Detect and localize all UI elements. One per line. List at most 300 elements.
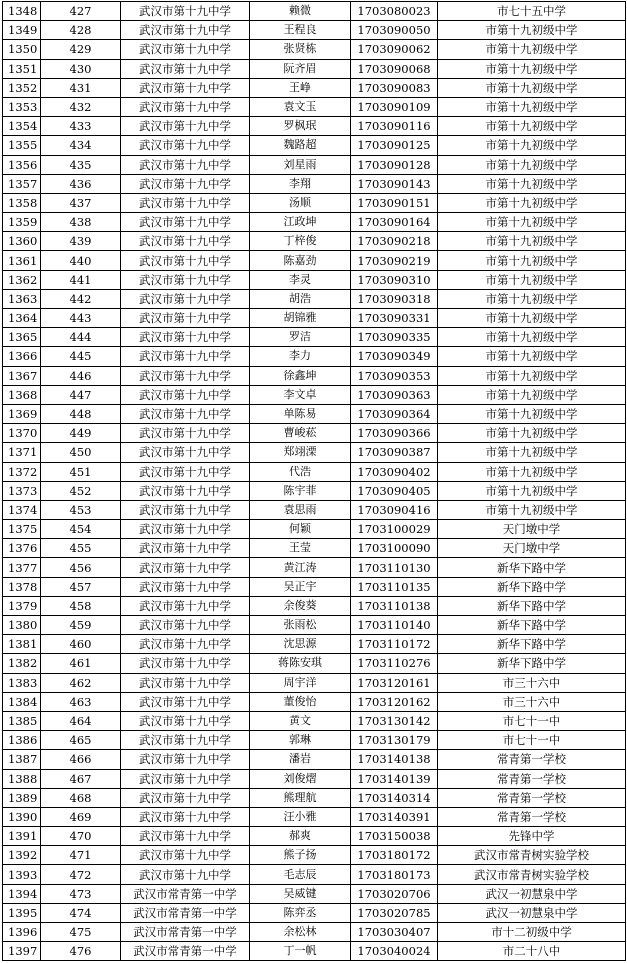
serial-cell: 1371 xyxy=(3,443,41,462)
table-body xyxy=(3,2,626,961)
admit-school-cell: 武汉市第十九中学 xyxy=(121,731,250,750)
serial-cell: 1349 xyxy=(3,21,41,40)
student-name-cell: 李文卓 xyxy=(250,385,351,404)
graduate-school-cell: 市第十九初级中学 xyxy=(438,289,626,308)
student-name-cell: 董俊怡 xyxy=(250,692,351,711)
student-name-cell: 何颖 xyxy=(250,520,351,539)
student-name-cell: 袁文玉 xyxy=(250,97,351,116)
school-seq-cell: 454 xyxy=(41,520,121,539)
table-row xyxy=(3,520,626,539)
school-seq-cell: 474 xyxy=(41,903,121,922)
admit-school-cell: 武汉市第十九中学 xyxy=(121,481,250,500)
admit-school-cell: 武汉市第十九中学 xyxy=(121,443,250,462)
school-seq-cell: 456 xyxy=(41,558,121,577)
student-name-cell: 李力 xyxy=(250,347,351,366)
school-seq-cell: 437 xyxy=(41,193,121,212)
graduate-school-cell: 市第十九初级中学 xyxy=(438,309,626,328)
exam-number-cell: 1703090116 xyxy=(351,117,438,136)
student-name-cell: 李灵 xyxy=(250,270,351,289)
school-seq-cell: 475 xyxy=(41,923,121,942)
serial-cell: 1358 xyxy=(3,193,41,212)
serial-cell: 1354 xyxy=(3,117,41,136)
table-row xyxy=(3,232,626,251)
admit-school-cell: 武汉市第十九中学 xyxy=(121,328,250,347)
table-row xyxy=(3,40,626,59)
graduate-school-cell: 新华下路中学 xyxy=(438,577,626,596)
exam-number-cell: 1703090143 xyxy=(351,174,438,193)
admit-school-cell: 武汉市第十九中学 xyxy=(121,270,250,289)
student-name-cell: 王峥 xyxy=(250,78,351,97)
serial-cell: 1375 xyxy=(3,520,41,539)
table-row xyxy=(3,309,626,328)
school-seq-cell: 460 xyxy=(41,635,121,654)
school-seq-cell: 450 xyxy=(41,443,121,462)
serial-cell: 1376 xyxy=(3,539,41,558)
graduate-school-cell: 武汉市常青树实验学校 xyxy=(438,846,626,865)
graduate-school-cell: 市第十九初级中学 xyxy=(438,136,626,155)
table-row xyxy=(3,846,626,865)
admit-school-cell: 武汉市第十九中学 xyxy=(121,827,250,846)
serial-cell: 1355 xyxy=(3,136,41,155)
admit-school-cell: 武汉市第十九中学 xyxy=(121,59,250,78)
admit-school-cell: 武汉市第十九中学 xyxy=(121,654,250,673)
graduate-school-cell: 市三十六中 xyxy=(438,673,626,692)
serial-cell: 1359 xyxy=(3,213,41,232)
admit-school-cell: 武汉市第十九中学 xyxy=(121,385,250,404)
table-row xyxy=(3,78,626,97)
graduate-school-cell: 市第十九初级中学 xyxy=(438,232,626,251)
graduate-school-cell: 市第十九初级中学 xyxy=(438,347,626,366)
exam-number-cell: 1703090164 xyxy=(351,213,438,232)
student-name-cell: 郭琳 xyxy=(250,731,351,750)
serial-cell: 1381 xyxy=(3,635,41,654)
school-seq-cell: 469 xyxy=(41,807,121,826)
school-seq-cell: 442 xyxy=(41,289,121,308)
exam-number-cell: 1703090318 xyxy=(351,289,438,308)
school-seq-cell: 445 xyxy=(41,347,121,366)
student-name-cell: 张雨松 xyxy=(250,616,351,635)
serial-cell: 1374 xyxy=(3,500,41,519)
admit-school-cell: 武汉市第十九中学 xyxy=(121,596,250,615)
graduate-school-cell: 市第十九初级中学 xyxy=(438,500,626,519)
graduate-school-cell: 市第十九初级中学 xyxy=(438,21,626,40)
student-name-cell: 王莹 xyxy=(250,539,351,558)
exam-number-cell: 1703140391 xyxy=(351,807,438,826)
serial-cell: 1390 xyxy=(3,807,41,826)
exam-number-cell: 1703090364 xyxy=(351,404,438,423)
serial-cell: 1397 xyxy=(3,942,41,961)
table-row xyxy=(3,903,626,922)
student-name-cell: 郑翊溧 xyxy=(250,443,351,462)
school-seq-cell: 451 xyxy=(41,462,121,481)
admit-school-cell: 武汉市第十九中学 xyxy=(121,424,250,443)
exam-number-cell: 1703080023 xyxy=(351,2,438,21)
graduate-school-cell: 市第十九初级中学 xyxy=(438,40,626,59)
school-seq-cell: 429 xyxy=(41,40,121,59)
graduate-school-cell: 武汉市常青树实验学校 xyxy=(438,865,626,884)
exam-number-cell: 1703110276 xyxy=(351,654,438,673)
serial-cell: 1368 xyxy=(3,385,41,404)
school-seq-cell: 435 xyxy=(41,155,121,174)
admit-school-cell: 武汉市第十九中学 xyxy=(121,251,250,270)
serial-cell: 1353 xyxy=(3,97,41,116)
graduate-school-cell: 市第十九初级中学 xyxy=(438,328,626,347)
graduate-school-cell: 天门墩中学 xyxy=(438,539,626,558)
exam-number-cell: 1703140138 xyxy=(351,750,438,769)
school-seq-cell: 459 xyxy=(41,616,121,635)
graduate-school-cell: 常青第一学校 xyxy=(438,750,626,769)
serial-cell: 1393 xyxy=(3,865,41,884)
exam-number-cell: 1703040024 xyxy=(351,942,438,961)
graduate-school-cell: 新华下路中学 xyxy=(438,596,626,615)
exam-number-cell: 1703020706 xyxy=(351,884,438,903)
admit-school-cell: 武汉市常青第一中学 xyxy=(121,923,250,942)
graduate-school-cell: 市第十九初级中学 xyxy=(438,251,626,270)
student-name-cell: 张贤栋 xyxy=(250,40,351,59)
table-row xyxy=(3,616,626,635)
serial-cell: 1363 xyxy=(3,289,41,308)
exam-number-cell: 1703090366 xyxy=(351,424,438,443)
admit-school-cell: 武汉市第十九中学 xyxy=(121,404,250,423)
table-row xyxy=(3,865,626,884)
student-name-cell: 赖微 xyxy=(250,2,351,21)
student-name-cell: 单陈易 xyxy=(250,404,351,423)
exam-number-cell: 1703090151 xyxy=(351,193,438,212)
exam-number-cell: 1703090050 xyxy=(351,21,438,40)
school-seq-cell: 461 xyxy=(41,654,121,673)
graduate-school-cell: 新华下路中学 xyxy=(438,654,626,673)
exam-number-cell: 1703180173 xyxy=(351,865,438,884)
admit-school-cell: 武汉市第十九中学 xyxy=(121,366,250,385)
student-name-cell: 陈嘉劲 xyxy=(250,251,351,270)
graduate-school-cell: 新华下路中学 xyxy=(438,616,626,635)
table-row xyxy=(3,251,626,270)
table-row xyxy=(3,673,626,692)
exam-number-cell: 1703090125 xyxy=(351,136,438,155)
student-name-cell: 沈思源 xyxy=(250,635,351,654)
serial-cell: 1367 xyxy=(3,366,41,385)
table-row xyxy=(3,424,626,443)
serial-cell: 1369 xyxy=(3,404,41,423)
table-row xyxy=(3,366,626,385)
graduate-school-cell: 武汉一初慧泉中学 xyxy=(438,884,626,903)
student-name-cell: 毛志辰 xyxy=(250,865,351,884)
exam-number-cell: 1703140314 xyxy=(351,788,438,807)
admit-school-cell: 武汉市第十九中学 xyxy=(121,673,250,692)
admit-school-cell: 武汉市第十九中学 xyxy=(121,213,250,232)
graduate-school-cell: 新华下路中学 xyxy=(438,558,626,577)
student-name-cell: 熊子扬 xyxy=(250,846,351,865)
table-row xyxy=(3,404,626,423)
exam-number-cell: 1703110135 xyxy=(351,577,438,596)
school-seq-cell: 453 xyxy=(41,500,121,519)
exam-number-cell: 1703090405 xyxy=(351,481,438,500)
serial-cell: 1373 xyxy=(3,481,41,500)
student-name-cell: 黄江涛 xyxy=(250,558,351,577)
admit-school-cell: 武汉市第十九中学 xyxy=(121,846,250,865)
admit-school-cell: 武汉市第十九中学 xyxy=(121,807,250,826)
table-row xyxy=(3,443,626,462)
exam-number-cell: 1703130142 xyxy=(351,711,438,730)
school-seq-cell: 473 xyxy=(41,884,121,903)
table-row xyxy=(3,117,626,136)
admit-school-cell: 武汉市第十九中学 xyxy=(121,40,250,59)
student-name-cell: 陈弈丞 xyxy=(250,903,351,922)
table-row xyxy=(3,328,626,347)
graduate-school-cell: 市第十九初级中学 xyxy=(438,213,626,232)
exam-number-cell: 1703090310 xyxy=(351,270,438,289)
exam-number-cell: 1703090218 xyxy=(351,232,438,251)
serial-cell: 1370 xyxy=(3,424,41,443)
graduate-school-cell: 市七十五中学 xyxy=(438,2,626,21)
admission-list-table xyxy=(2,1,626,961)
exam-number-cell: 1703030407 xyxy=(351,923,438,942)
exam-number-cell: 1703020785 xyxy=(351,903,438,922)
serial-cell: 1352 xyxy=(3,78,41,97)
graduate-school-cell: 市七十一中 xyxy=(438,711,626,730)
school-seq-cell: 433 xyxy=(41,117,121,136)
student-name-cell: 代浩 xyxy=(250,462,351,481)
student-name-cell: 黄文 xyxy=(250,711,351,730)
student-name-cell: 汪小雅 xyxy=(250,807,351,826)
exam-number-cell: 1703090387 xyxy=(351,443,438,462)
serial-cell: 1378 xyxy=(3,577,41,596)
exam-number-cell: 1703110172 xyxy=(351,635,438,654)
graduate-school-cell: 新华下路中学 xyxy=(438,635,626,654)
table-row xyxy=(3,923,626,942)
student-name-cell: 蒋陈安琪 xyxy=(250,654,351,673)
serial-cell: 1380 xyxy=(3,616,41,635)
graduate-school-cell: 市第十九初级中学 xyxy=(438,385,626,404)
serial-cell: 1385 xyxy=(3,711,41,730)
student-name-cell: 吴威键 xyxy=(250,884,351,903)
student-name-cell: 李翔 xyxy=(250,174,351,193)
table-row xyxy=(3,942,626,961)
graduate-school-cell: 市第十九初级中学 xyxy=(438,481,626,500)
school-seq-cell: 462 xyxy=(41,673,121,692)
exam-number-cell: 1703090068 xyxy=(351,59,438,78)
school-seq-cell: 471 xyxy=(41,846,121,865)
graduate-school-cell: 市第十九初级中学 xyxy=(438,78,626,97)
graduate-school-cell: 常青第一学校 xyxy=(438,807,626,826)
graduate-school-cell: 市第十九初级中学 xyxy=(438,270,626,289)
school-seq-cell: 463 xyxy=(41,692,121,711)
admit-school-cell: 武汉市第十九中学 xyxy=(121,769,250,788)
student-name-cell: 徐鑫坤 xyxy=(250,366,351,385)
serial-cell: 1388 xyxy=(3,769,41,788)
student-name-cell: 周宇洋 xyxy=(250,673,351,692)
admit-school-cell: 武汉市第十九中学 xyxy=(121,750,250,769)
serial-cell: 1387 xyxy=(3,750,41,769)
graduate-school-cell: 市第十九初级中学 xyxy=(438,97,626,116)
serial-cell: 1364 xyxy=(3,309,41,328)
school-seq-cell: 443 xyxy=(41,309,121,328)
student-name-cell: 袁思雨 xyxy=(250,500,351,519)
admit-school-cell: 武汉市第十九中学 xyxy=(121,155,250,174)
student-name-cell: 刘星雨 xyxy=(250,155,351,174)
serial-cell: 1395 xyxy=(3,903,41,922)
graduate-school-cell: 市第十九初级中学 xyxy=(438,59,626,78)
serial-cell: 1348 xyxy=(3,2,41,21)
admit-school-cell: 武汉市第十九中学 xyxy=(121,711,250,730)
exam-number-cell: 1703100090 xyxy=(351,539,438,558)
school-seq-cell: 476 xyxy=(41,942,121,961)
school-seq-cell: 434 xyxy=(41,136,121,155)
table-row xyxy=(3,462,626,481)
admit-school-cell: 武汉市第十九中学 xyxy=(121,78,250,97)
serial-cell: 1379 xyxy=(3,596,41,615)
admit-school-cell: 武汉市第十九中学 xyxy=(121,558,250,577)
student-name-cell: 刘俊熠 xyxy=(250,769,351,788)
exam-number-cell: 1703120162 xyxy=(351,692,438,711)
graduate-school-cell: 市七十一中 xyxy=(438,731,626,750)
student-name-cell: 郝爽 xyxy=(250,827,351,846)
table-row xyxy=(3,577,626,596)
table-row xyxy=(3,155,626,174)
admit-school-cell: 武汉市第十九中学 xyxy=(121,692,250,711)
serial-cell: 1350 xyxy=(3,40,41,59)
serial-cell: 1366 xyxy=(3,347,41,366)
serial-cell: 1394 xyxy=(3,884,41,903)
table-row xyxy=(3,558,626,577)
exam-number-cell: 1703090402 xyxy=(351,462,438,481)
serial-cell: 1386 xyxy=(3,731,41,750)
table-row xyxy=(3,827,626,846)
admit-school-cell: 武汉市第十九中学 xyxy=(121,21,250,40)
exam-number-cell: 1703140139 xyxy=(351,769,438,788)
admit-school-cell: 武汉市第十九中学 xyxy=(121,309,250,328)
student-name-cell: 余俊葵 xyxy=(250,596,351,615)
serial-cell: 1362 xyxy=(3,270,41,289)
school-seq-cell: 446 xyxy=(41,366,121,385)
table-row xyxy=(3,884,626,903)
serial-cell: 1382 xyxy=(3,654,41,673)
serial-cell: 1365 xyxy=(3,328,41,347)
school-seq-cell: 427 xyxy=(41,2,121,21)
serial-cell: 1392 xyxy=(3,846,41,865)
exam-number-cell: 1703090331 xyxy=(351,309,438,328)
student-name-cell: 曹峻菘 xyxy=(250,424,351,443)
exam-number-cell: 1703110140 xyxy=(351,616,438,635)
serial-cell: 1357 xyxy=(3,174,41,193)
table-row xyxy=(3,500,626,519)
exam-number-cell: 1703180172 xyxy=(351,846,438,865)
table-row xyxy=(3,596,626,615)
serial-cell: 1377 xyxy=(3,558,41,577)
admit-school-cell: 武汉市第十九中学 xyxy=(121,788,250,807)
exam-number-cell: 1703090109 xyxy=(351,97,438,116)
admit-school-cell: 武汉市常青第一中学 xyxy=(121,942,250,961)
admit-school-cell: 武汉市第十九中学 xyxy=(121,577,250,596)
student-name-cell: 余松林 xyxy=(250,923,351,942)
admit-school-cell: 武汉市常青第一中学 xyxy=(121,903,250,922)
exam-number-cell: 1703090062 xyxy=(351,40,438,59)
serial-cell: 1356 xyxy=(3,155,41,174)
school-seq-cell: 447 xyxy=(41,385,121,404)
table-row xyxy=(3,174,626,193)
table-row xyxy=(3,769,626,788)
table-row xyxy=(3,807,626,826)
student-name-cell: 罗洁 xyxy=(250,328,351,347)
serial-cell: 1384 xyxy=(3,692,41,711)
table-row xyxy=(3,347,626,366)
student-name-cell: 丁梓俊 xyxy=(250,232,351,251)
table-row xyxy=(3,635,626,654)
admit-school-cell: 武汉市第十九中学 xyxy=(121,616,250,635)
graduate-school-cell: 市第十九初级中学 xyxy=(438,462,626,481)
graduate-school-cell: 先锋中学 xyxy=(438,827,626,846)
school-seq-cell: 464 xyxy=(41,711,121,730)
serial-cell: 1361 xyxy=(3,251,41,270)
table-row xyxy=(3,2,626,21)
school-seq-cell: 458 xyxy=(41,596,121,615)
school-seq-cell: 455 xyxy=(41,539,121,558)
graduate-school-cell: 市二十八中 xyxy=(438,942,626,961)
graduate-school-cell: 市第十九初级中学 xyxy=(438,443,626,462)
school-seq-cell: 441 xyxy=(41,270,121,289)
school-seq-cell: 449 xyxy=(41,424,121,443)
school-seq-cell: 452 xyxy=(41,481,121,500)
student-name-cell: 江政坤 xyxy=(250,213,351,232)
student-name-cell: 丁一帆 xyxy=(250,942,351,961)
serial-cell: 1383 xyxy=(3,673,41,692)
admit-school-cell: 武汉市第十九中学 xyxy=(121,174,250,193)
admit-school-cell: 武汉市第十九中学 xyxy=(121,500,250,519)
admit-school-cell: 武汉市第十九中学 xyxy=(121,232,250,251)
admit-school-cell: 武汉市第十九中学 xyxy=(121,520,250,539)
graduate-school-cell: 武汉一初慧泉中学 xyxy=(438,903,626,922)
serial-cell: 1391 xyxy=(3,827,41,846)
school-seq-cell: 440 xyxy=(41,251,121,270)
graduate-school-cell: 常青第一学校 xyxy=(438,769,626,788)
student-name-cell: 吴正宇 xyxy=(250,577,351,596)
table-row xyxy=(3,193,626,212)
table-row xyxy=(3,731,626,750)
table-row xyxy=(3,481,626,500)
table-row xyxy=(3,270,626,289)
table-row xyxy=(3,385,626,404)
table-row xyxy=(3,97,626,116)
exam-number-cell: 1703090083 xyxy=(351,78,438,97)
graduate-school-cell: 常青第一学校 xyxy=(438,788,626,807)
school-seq-cell: 467 xyxy=(41,769,121,788)
graduate-school-cell: 市第十九初级中学 xyxy=(438,155,626,174)
graduate-school-cell: 天门墩中学 xyxy=(438,520,626,539)
student-name-cell: 王程良 xyxy=(250,21,351,40)
admit-school-cell: 武汉市第十九中学 xyxy=(121,97,250,116)
serial-cell: 1396 xyxy=(3,923,41,942)
graduate-school-cell: 市三十六中 xyxy=(438,692,626,711)
school-seq-cell: 470 xyxy=(41,827,121,846)
exam-number-cell: 1703090363 xyxy=(351,385,438,404)
graduate-school-cell: 市十二初级中学 xyxy=(438,923,626,942)
exam-number-cell: 1703110138 xyxy=(351,596,438,615)
admit-school-cell: 武汉市第十九中学 xyxy=(121,347,250,366)
school-seq-cell: 468 xyxy=(41,788,121,807)
exam-number-cell: 1703100029 xyxy=(351,520,438,539)
graduate-school-cell: 市第十九初级中学 xyxy=(438,366,626,385)
student-name-cell: 阮齐眉 xyxy=(250,59,351,78)
school-seq-cell: 439 xyxy=(41,232,121,251)
graduate-school-cell: 市第十九初级中学 xyxy=(438,117,626,136)
student-name-cell: 胡锦雅 xyxy=(250,309,351,328)
graduate-school-cell: 市第十九初级中学 xyxy=(438,424,626,443)
admit-school-cell: 武汉市第十九中学 xyxy=(121,136,250,155)
student-name-cell: 汤顺 xyxy=(250,193,351,212)
table-row xyxy=(3,711,626,730)
school-seq-cell: 428 xyxy=(41,21,121,40)
table-row xyxy=(3,21,626,40)
